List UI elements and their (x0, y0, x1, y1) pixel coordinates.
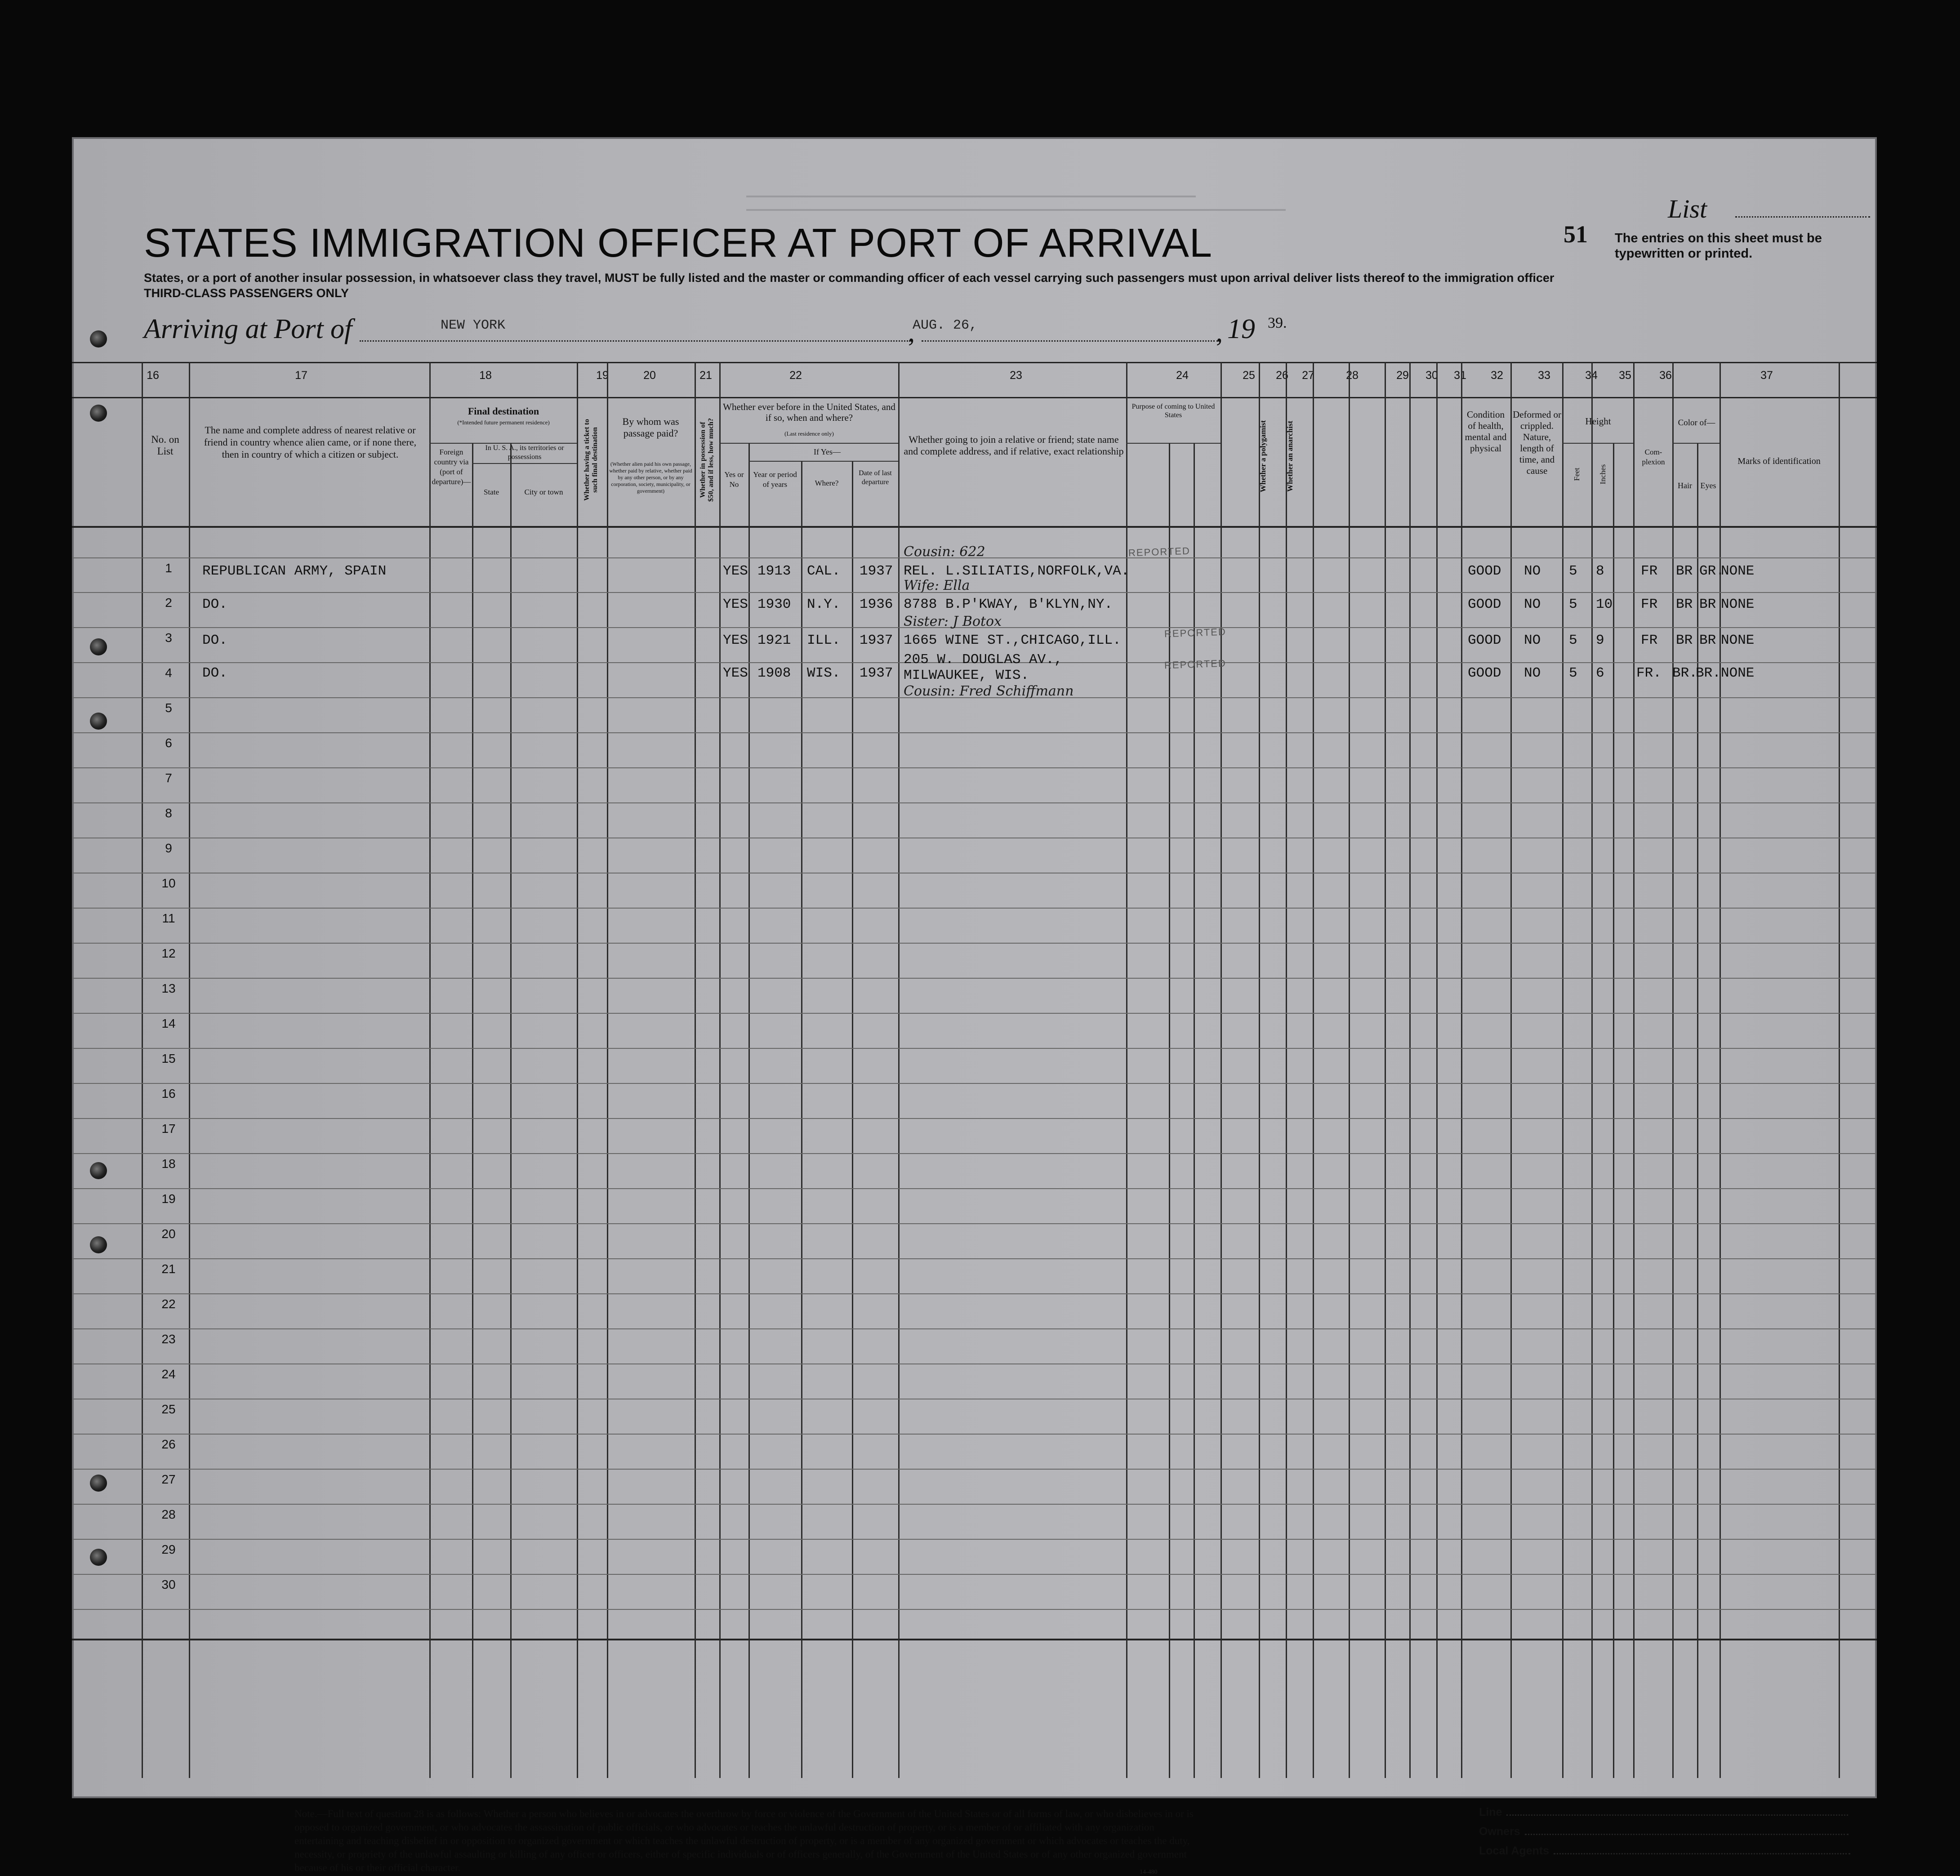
agents-label: Local Agents (1479, 1845, 1550, 1857)
column-rule (748, 443, 750, 1778)
binder-hole (90, 330, 107, 348)
cell-hair: BR. (1672, 665, 1697, 681)
row-number: 24 (161, 1367, 176, 1381)
year-prefix: 19 (1227, 314, 1255, 344)
column-rule (1286, 362, 1287, 1778)
row-rule (72, 1013, 1877, 1014)
cell-condition: GOOD (1468, 665, 1501, 681)
column-rule (189, 362, 190, 1778)
row-rule (72, 1188, 1877, 1189)
column-number: 19 (596, 369, 609, 382)
column-rule (607, 362, 608, 1778)
column-number: 26 (1276, 369, 1288, 382)
cell-condition: GOOD (1468, 597, 1501, 612)
row-number: 22 (161, 1297, 176, 1311)
row-rule (72, 1328, 1877, 1329)
cell-where: N.Y. (807, 597, 841, 612)
cell-hair: BR (1676, 597, 1693, 612)
cell-deformed: NO (1524, 665, 1541, 681)
row-rule (72, 1293, 1877, 1294)
line-underline (1506, 1814, 1848, 1816)
comma: , (908, 317, 915, 347)
header-before-us-note: (Last residence only) (784, 430, 834, 437)
port-value: NEW YORK (441, 318, 506, 333)
column-number: 25 (1243, 369, 1255, 382)
footnote: Note.—Full text of question 28 is as follows: Whether a person who believes in or advocates the overthrow by force or violence of the Government of the United States or of all forms of law, or who disbelieves in or is opposed to organized government, or who advocates the assassination of public officials, or who advocates or teaches the unlawful destruction of property, or is a member of or affiliated with any organization entertaining and teaching disbelief in or opposition to organized government or which teaches the unlawful destruction of property, or is a member of any organized government or which advocates or teaches the duty, necessity, or propriety of the unlawful assaulting or killing of any officer or officers, either of specific individuals or of officers generally, of the Government of the United States or of any other organized government because of his or their official character. (294, 1808, 1194, 1873)
header-ticket: Whether having a ticket to such final destination (583, 419, 599, 501)
row-rule (72, 1258, 1877, 1259)
header-state: State (484, 488, 499, 496)
owners-underline (1525, 1834, 1849, 1835)
cell-inches: 10 (1596, 597, 1613, 612)
header-inches: Inches (1599, 464, 1607, 485)
cell-yes-no: YES (723, 665, 748, 681)
cell-departure: 1937 (860, 665, 893, 681)
column-rule (1591, 362, 1593, 1778)
header-anarchist: Whether an anarchist (1286, 420, 1294, 492)
column-rule (852, 461, 853, 1778)
row-number: 19 (161, 1192, 176, 1206)
row-number: 2 (165, 596, 172, 610)
cell-relative: DO. (202, 633, 227, 648)
column-rule (1385, 362, 1386, 1778)
cell-hair: BR (1676, 633, 1693, 648)
cell-complexion: FR (1641, 633, 1658, 648)
row-rule (72, 1469, 1877, 1470)
column-rule (1409, 362, 1411, 1778)
handwritten-note: Cousin: Fred Schiffmann (904, 683, 1074, 699)
subheader-rule (719, 443, 898, 444)
cell-year: 1913 (757, 563, 791, 579)
form-number: 14-480 (1140, 1869, 1158, 1876)
line-label: Line (1479, 1806, 1502, 1818)
column-rule (577, 362, 578, 1778)
header-passage: By whom was passage paid? (622, 416, 679, 439)
agents-underline (1554, 1853, 1850, 1854)
column-rule (1194, 443, 1195, 1778)
row-rule (72, 1434, 1877, 1435)
agents-field (1479, 1845, 1852, 1858)
cell-year: 1930 (757, 597, 791, 612)
row-number: 16 (161, 1087, 176, 1101)
column-rule (1510, 362, 1512, 1778)
list-label: List (1668, 194, 1707, 223)
cell-yes-no: YES (723, 597, 748, 612)
cell-marks: NONE (1721, 563, 1755, 579)
header-final-destination: Final destination (468, 406, 539, 417)
column-number: 30 (1425, 369, 1438, 382)
column-rule (1613, 443, 1614, 1778)
handwritten-note: Cousin: 622 (904, 544, 985, 560)
row-number: 21 (161, 1262, 176, 1276)
column-number: 24 (1176, 369, 1189, 382)
row-rule (72, 732, 1877, 733)
row-number: 15 (161, 1052, 176, 1065)
table-bottom-rule (72, 1639, 1877, 1640)
subheader-rule (472, 463, 577, 464)
column-rule (1436, 362, 1438, 1778)
cell-relative: DO. (202, 597, 227, 612)
header-final-destination-note: (*Intended future permanent residence) (457, 419, 550, 426)
column-rule (472, 443, 473, 1778)
column-number: 22 (789, 369, 802, 382)
column-number: 35 (1619, 369, 1631, 382)
row-number: 5 (165, 701, 172, 715)
column-number: 37 (1760, 369, 1773, 382)
manifest-sheet (72, 137, 1877, 1876)
header-relative: The name and complete address of nearest relative or friend in country whence alien came, or if none there, then in country of which a citizen or subject. (204, 424, 417, 460)
row-number: 23 (161, 1332, 176, 1346)
row-number: 29 (161, 1542, 176, 1556)
table-top-rule (72, 362, 1877, 363)
intro-class: THIRD-CLASS PASSENGERS ONLY (144, 286, 349, 300)
owners-field (1479, 1825, 1852, 1838)
cell-hair: BR (1676, 563, 1693, 579)
reported-stamp: REPORTED (1164, 626, 1227, 640)
header-marks: Marks of identification (1737, 456, 1821, 466)
cell-eyes: BR. (1696, 665, 1721, 681)
cell-deformed: NO (1524, 633, 1541, 648)
cell-departure: 1936 (860, 597, 893, 612)
row-number: 8 (165, 806, 172, 820)
cell-join: 205 W. DOUGLAS AV., (904, 652, 1063, 668)
column-number: 31 (1454, 369, 1466, 382)
column-rule (1633, 362, 1635, 1778)
owners-label: Owners (1479, 1825, 1520, 1838)
header-city: City or town (524, 488, 563, 496)
subheader-rule (748, 461, 898, 462)
row-number: 25 (161, 1402, 176, 1416)
cell-departure: 1937 (860, 633, 893, 648)
subheader-rule (1126, 443, 1221, 444)
entries-note: The entries on this sheet must be typewritten or printed. (1615, 231, 1822, 261)
header-purpose: Purpose of coming to United States (1131, 403, 1215, 419)
row-number: 4 (165, 666, 172, 680)
row-rule (72, 1539, 1877, 1540)
cell-join-line2: MILWAUKEE, WIS. (904, 668, 1029, 683)
cell-deformed: NO (1524, 563, 1541, 579)
cell-complexion: FR. (1636, 665, 1662, 681)
date-value: AUG. 26, (913, 318, 978, 333)
page-number: 51 (1564, 221, 1588, 248)
cell-join: 8788 B.P'KWAY, B'KLYN,NY. (904, 597, 1113, 612)
column-rule (1672, 362, 1674, 1778)
header-in-usa: In U. S. A., its territories or possessions (485, 444, 564, 461)
column-number: 33 (1538, 369, 1550, 382)
column-number: 20 (643, 369, 656, 382)
column-rule (898, 362, 900, 1778)
column-rule (1221, 362, 1222, 1778)
column-number: 36 (1659, 369, 1672, 382)
column-number: 28 (1346, 369, 1359, 382)
column-number: 18 (479, 369, 492, 382)
cell-join: REL. L.SILIATIS,NORFOLK,VA. (904, 563, 1130, 579)
header-if-yes: If Yes— (813, 447, 841, 456)
row-rule (72, 1609, 1877, 1610)
column-rule (1349, 362, 1350, 1778)
header-hair: Hair (1678, 481, 1692, 490)
comma: , (1216, 317, 1223, 347)
row-number: 6 (165, 736, 172, 750)
cell-feet: 5 (1569, 597, 1577, 612)
cell-marks: NONE (1721, 665, 1755, 681)
reported-stamp: REPORTED (1128, 545, 1191, 559)
row-number: 10 (161, 876, 176, 890)
row-rule (72, 592, 1877, 593)
row-number: 30 (161, 1577, 176, 1591)
reported-stamp: REPORTED (1164, 657, 1227, 671)
header-polygamist: Whether a polygamist (1259, 420, 1267, 493)
cell-eyes: BR (1699, 597, 1716, 612)
binder-hole (90, 405, 107, 422)
column-rule (1839, 362, 1840, 1778)
row-number: 26 (161, 1437, 176, 1451)
cell-departure: 1937 (860, 563, 893, 579)
row-rule (72, 802, 1877, 803)
header-complexion: Com-plexion (1642, 448, 1665, 466)
row-number: 20 (161, 1227, 176, 1241)
list-line (1735, 216, 1870, 218)
column-rule (719, 362, 721, 1778)
column-number: 32 (1491, 369, 1503, 382)
column-rule (1169, 443, 1170, 1778)
column-rule (1697, 443, 1698, 1778)
row-number: 1 (165, 561, 172, 575)
binder-hole (90, 1475, 107, 1492)
column-number: 27 (1302, 369, 1314, 382)
intro-line: States, or a port of another insular possession, in whatsoever class they travel, MUST be fully listed and the master or commanding officer of each vessel carrying such passengers must upon arrival deliver lists thereof to the immigration officer (144, 271, 1555, 285)
cell-where: ILL. (807, 633, 841, 648)
binder-hole (90, 638, 107, 655)
row-rule (72, 1574, 1877, 1575)
bleed-through-line (746, 196, 1196, 197)
binder-hole (90, 1162, 107, 1179)
header-eyes: Eyes (1700, 481, 1716, 490)
header-deformed: Deformed or crippled. Nature, length of time, and cause (1513, 409, 1561, 476)
column-rule (142, 362, 143, 1778)
cell-year: 1908 (757, 665, 791, 681)
row-number: 17 (161, 1122, 176, 1136)
column-rule (510, 443, 512, 1778)
row-rule (72, 767, 1877, 768)
column-rule (1313, 362, 1314, 1778)
column-rule (695, 362, 696, 1778)
row-number: 13 (161, 981, 176, 995)
row-number: 11 (162, 911, 175, 925)
column-rule (1461, 362, 1462, 1778)
header-height: Height (1585, 416, 1611, 427)
row-rule (72, 1083, 1877, 1084)
binder-hole (90, 713, 107, 730)
header-color-of: Color of— (1678, 418, 1715, 428)
cell-eyes: BR (1699, 633, 1716, 648)
column-number: 34 (1585, 369, 1598, 382)
cell-marks: NONE (1721, 597, 1755, 612)
row-number: 14 (161, 1016, 176, 1030)
column-number: 21 (699, 369, 712, 382)
row-rule (72, 1223, 1877, 1224)
column-rule (1562, 362, 1564, 1778)
date-line (922, 340, 1218, 342)
row-number: 9 (165, 841, 172, 855)
column-number: 23 (1010, 369, 1022, 382)
handwritten-note: Sister: J Botox (904, 614, 1002, 629)
header-date-departure: Date of last departure (859, 469, 892, 486)
row-rule (72, 978, 1877, 979)
cell-feet: 5 (1569, 633, 1577, 648)
column-rule (801, 461, 802, 1778)
cell-deformed: NO (1524, 597, 1541, 612)
cell-complexion: FR (1641, 597, 1658, 612)
header-yes-no: Yes or No (724, 470, 744, 489)
body-rule (72, 526, 1877, 528)
cell-relative: DO. (202, 665, 227, 681)
row-number: 12 (161, 946, 176, 960)
row-number: 18 (161, 1157, 176, 1171)
row-rule (72, 1504, 1877, 1505)
cell-yes-no: YES (723, 633, 748, 648)
cell-complexion: FR (1641, 563, 1658, 579)
cell-inches: 8 (1596, 563, 1604, 579)
page-title: STATES IMMIGRATION OFFICER AT PORT OF ARRIVAL (144, 221, 1212, 266)
bleed-through-line (746, 209, 1286, 211)
header-before-us: Whether ever before in the United States, and if so, when and where? (723, 401, 895, 423)
cell-join: 1665 WINE ST.,CHICAGO,ILL. (904, 633, 1121, 648)
column-number: 29 (1396, 369, 1409, 382)
cell-inches: 6 (1596, 665, 1604, 681)
line-field (1479, 1806, 1852, 1819)
cell-marks: NONE (1721, 633, 1755, 648)
header-feet: Feet (1572, 468, 1581, 481)
arriving-label: Arriving at Port of (144, 314, 352, 344)
header-foreign-country: Foreign country via (port of departure)— (432, 448, 471, 486)
cell-feet: 5 (1569, 665, 1577, 681)
header-join-relative: Whether going to join a relative or friend; state name and complete address, and if relative, exact relationship (904, 434, 1124, 457)
cell-eyes: GR. (1699, 563, 1724, 579)
row-rule (72, 1153, 1877, 1154)
header-no-on-list: No. on List (151, 434, 179, 457)
subheader-rule (1562, 443, 1633, 444)
cell-condition: GOOD (1468, 633, 1501, 648)
row-number: 7 (165, 771, 172, 785)
handwritten-note: Wife: Ella (904, 578, 970, 593)
cell-inches: 9 (1596, 633, 1604, 648)
row-rule (72, 1048, 1877, 1049)
subheader-rule (1672, 443, 1719, 444)
cell-condition: GOOD (1468, 563, 1501, 579)
cell-year: 1921 (757, 633, 791, 648)
header-possession: Whether in possession of $50, and if less, how much? (699, 418, 715, 502)
row-number: 3 (165, 631, 172, 645)
row-rule (72, 943, 1877, 944)
port-line (360, 340, 910, 342)
row-number: 28 (161, 1507, 176, 1521)
column-number: 16 (147, 369, 159, 382)
row-rule (72, 1118, 1877, 1119)
header-where: Where? (815, 479, 839, 487)
header-rule (72, 397, 1877, 398)
cell-yes-no: YES (723, 563, 748, 579)
year-value: 39. (1268, 315, 1287, 331)
header-year-period: Year or period of years (753, 470, 797, 489)
binder-hole (90, 1236, 107, 1253)
column-rule (429, 362, 431, 1778)
row-number: 27 (161, 1472, 176, 1486)
binder-hole (90, 1549, 107, 1566)
column-number: 17 (295, 369, 307, 382)
cell-relative: REPUBLICAN ARMY, SPAIN (202, 563, 387, 579)
column-rule (1259, 362, 1260, 1778)
header-condition: Condition of health, mental and physical (1465, 409, 1507, 454)
header-passage-note: (Whether alien paid his own passage, whether paid by relative, whether paid by any other person, or by any corporation, society, municipality, or government) (609, 461, 692, 494)
cell-feet: 5 (1569, 563, 1577, 579)
row-rule (72, 908, 1877, 909)
cell-where: WIS. (807, 665, 841, 681)
cell-where: CAL. (807, 563, 841, 579)
